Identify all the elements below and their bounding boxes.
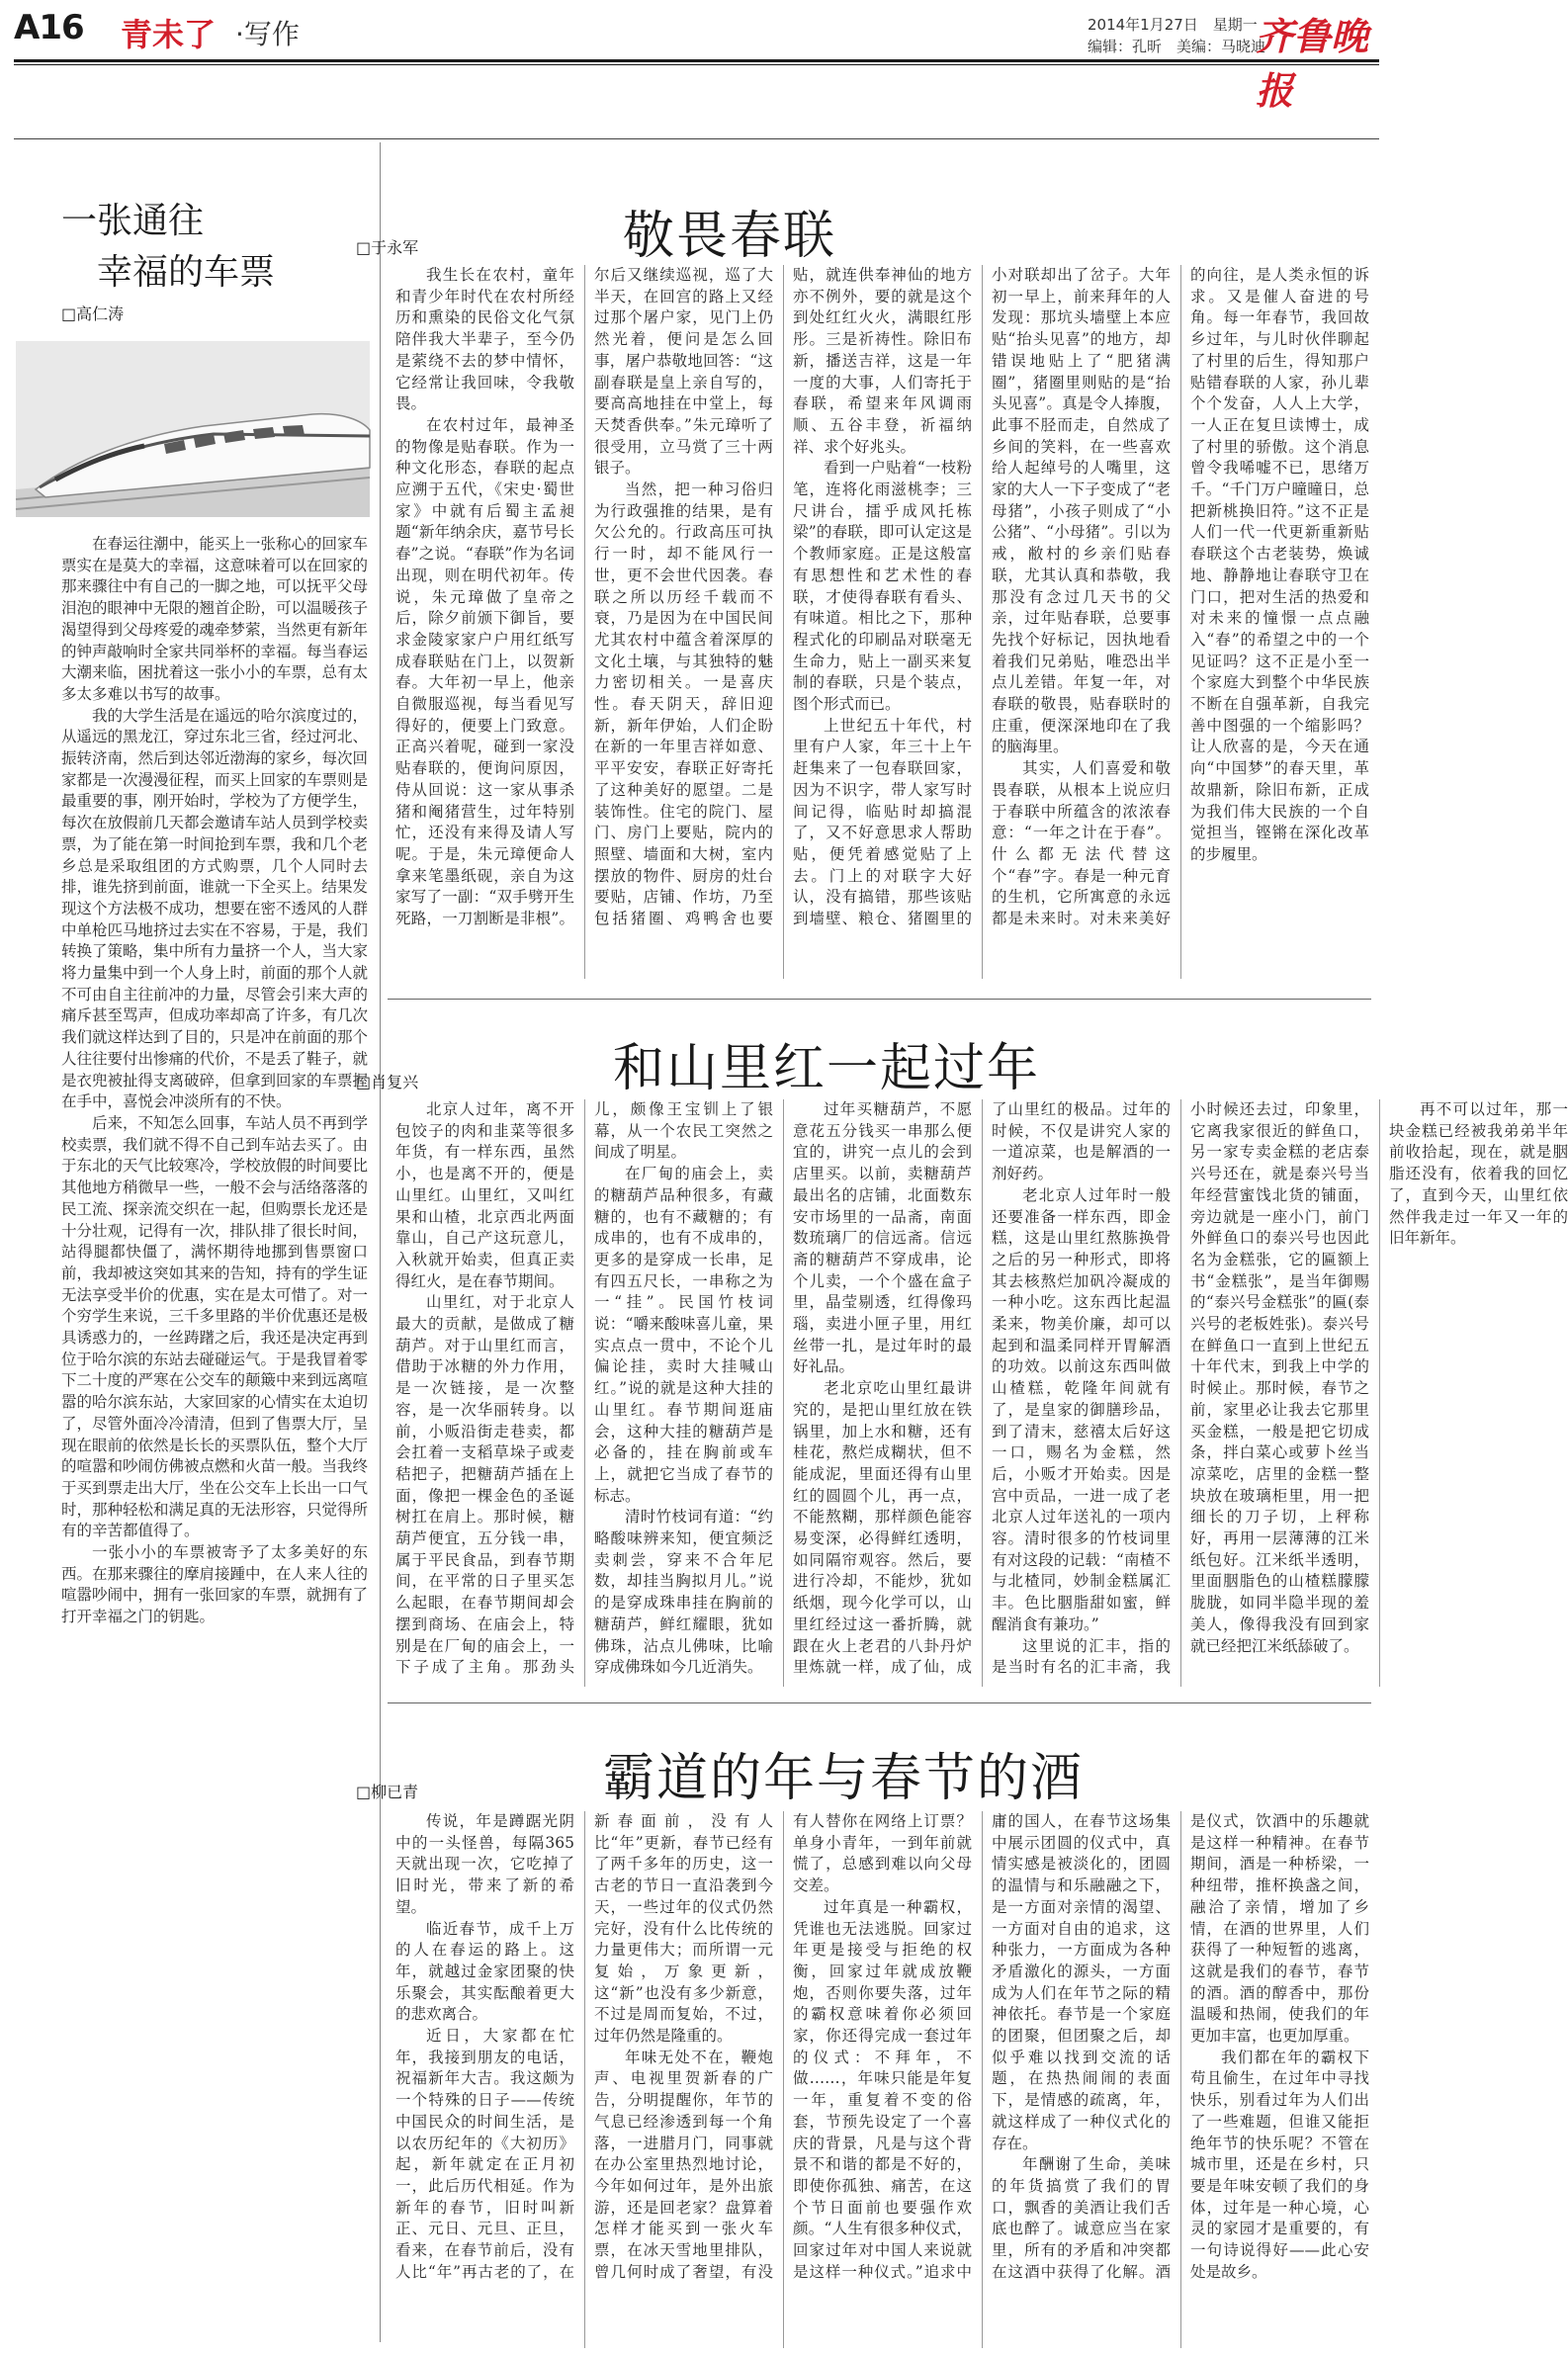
masthead-rule: [14, 59, 1379, 62]
paragraph: 当然，把一种习俗归为行政强推的结果，是有欠公允的。行政高压可执行一时，却不能风行一世，更不会世代因袭。春联之所以历经千载而不衰，乃是因为在中国民间尤其农村中蕴含着深厚的文化土壤，与其独特的魅力密切相关。一是喜庆性。春天阴天，辞旧迎新，新年伊始，人们企盼在新的一年里吉祥如意、平平安安，春联正好寄托了这种美好的愿望。二是装饰性。住宅的院门、屋门、房门上要贴，院内的照壁、墙面和大树，室内摆放的物件、厨房的灶台要贴，店铺、作坊，乃至包括猪圈、鸡鸭舍也要贴，就连供奉神仙的地方亦不例外，要的就是这个到处红红火火，满眼红彤彤。三是祈祷性。除旧布新，播送吉祥，这是一年一度的大事，人们寄托于春联，希望来年风调雨顺、五谷丰登，祈福纳祥、求个好兆头。: [594, 266, 972, 928]
paragraph: 在厂甸的庙会上，卖的糖葫芦品种很多，有藏糖的，也有不藏糖的；有成串的，也有不成串的，更多的是穿成一长串，足有四五尺长，一串称之为一“挂”。民国竹枝词说：“嚼来酸味喜儿童，果实点点一贯中，不论个儿偏论挂，卖时大挂喊山红。”说的就是这种大挂的山里红。春节期间逛庙会，这种大挂的糖葫芦是必备的，挂在胸前或车上，就把它当成了春节的标志。: [594, 1165, 773, 1505]
editors-line: 编辑：孔昕 美编：马晓迪: [1088, 38, 1266, 55]
paragraph: 上世纪五十年代，村里有户人家，年三十上午赶集来了一包春联回家，因为不识字，带人家写时间记得，临贴时却搞混了，又不好意思求人帮助贴，便凭着感觉贴了上去。门上的对联字大好认，没有搞错，那些该贴到墙壁、粮仓、猪圈里的小对联却出了岔子。大年初一早上，前来拜年的人发现：那坑头墙壁上本应贴“抬头见喜”的地方，却错误地贴上了“肥猪满圈”，猪圈里则贴的是“抬头见喜”。真是令人捧腹，此事不胫而走，自然成了乡间的笑料，在一些喜欢给人起绰号的人嘴里，这家的大人一下子变成了“老母猪”，小孩子则成了“小公猪”、“小母猪”。引以为戒，敝村的乡亲们贴春联，尤其认真和恭敬，我那没有念过几天书的父亲，过年贴春联，总要事先找个好标记，因执地看着我们兄弟贴，唯恐出半点儿差错。年复一年，对春联的敬畏，贴春联时的庄重，便深深地印在了我的脑海里。: [793, 266, 1171, 928]
paragraph: 一张小小的车票被寄予了太多美好的东西。在那来骤往的摩肩接踵中，在人来人往的喧嚣吵闹中，拥有一张回家的车票，就拥有了打开幸福之门的钥匙。: [61, 1543, 369, 1626]
paragraph: 北京人过年，离不开包饺子的肉和韭菜等很多年货，有一样东西，虽然小，也是离不开的，便是山里红。山里红，又叫红果和山楂，北京西北两面靠山，自己产这玩意儿，入秋就开始卖，但真正卖得红火，是在春节期间。: [395, 1100, 574, 1290]
paragraph: 过年真是一种霸权，凭谁也无法逃脱。回家过年更是接受与拒绝的权衡，回家过年就成放鞭炮，否则你要失落，过年的霸权意味着你必须回家，你还得完成一套过年的仪式：不拜年，不做……，年味只能是年复一年，重复着不变的俗套，节预先设定了一个喜庆的背景，凡是与这个背景不和谐的都是不好的，即使你孤独、痛苦，在这个节日面前也要强作欢颜。“人生有很多种仪式，回家过年对中国人来说就是这样一种仪式。”追求中庸的国人，在春节这场集中展示团圆的仪式中，真情实感是被淡化的，团圆的温情与和乐融融之下，是一方面对亲情的渴望、一方面对自由的追求，这种张力，一方面成为各种矛盾激化的源头，一方面成为人们在年节之际的精神依托。春节是一个家庭的团聚，但团聚之后，却似乎难以找到交流的话题，在热热闹闹的表面下，是情感的疏离，年，就这样成了一种仪式化的存在。: [793, 1812, 1171, 2281]
article1-byline: □于永军: [356, 238, 419, 257]
paragraph: 后来，不知怎么回事，车站人员不再到学校卖票，我们就不得不自己到车站去买了。由于东北的天气比较寒冷，学校放假的时间要比其他地方稍微早一些，一般不会与活络落落的民工流、探亲流交织在一起，但购票长龙还是十分壮观，记得有一次，排队排了很长时间，站得腿都快僵了，满怀期待地挪到售票窗口前，我却被这突如其来的告知，持有的学生证无法享受半价的优惠，实在是太可惜了。对一个穷学生来说，三千多里路的半价优惠还是极具诱惑力的，一丝踌躇之后，我还是决定再到位于哈尔滨的东站去碰碰运气。于是我冒着零下二十度的严寒在公交车的颠簸中来到远离喧嚣的哈尔滨东站，大家回家的心情实在太迫切了，尽管外面冷冷清清，但到了售票大厅，呈现在眼前的依然是长长的买票队伍，整个大厅的喧嚣和吵闹仿佛被点燃和火苗一般。当我终于买到票走出大厅，坐在公交车上长出一口气时，那种轻松和满足真的无法形容，只觉得所有的辛苦都值得了。: [61, 1113, 369, 1540]
section-name: 青未了: [121, 16, 217, 53]
train-icon: [16, 341, 370, 517]
paragraph: 近日，大家都在忙年，我接到朋友的电话，祝福新年大吉。我这颇为一个特殊的日子——传统中国民众的时间生活，是以农历纪年的《大初历》起，新年就定在正月初一，此后历代相延。作为新年的春节，旧时叫新正、元日、元旦、正旦，看来，在春节前后，没有人比“年”再古老的了，在新春面前，没有人比“年”更新，春节已经有了两千多年的历史，这一古老的节日一直沿袭到今天，一些过年的仪式仍然完好，没有什么比传统的力量更伟大；而所谓一元复始，万象更新，这“新”也没有多少新意，不过是周而复始，不过，过年仍然是隆重的。: [395, 1812, 773, 2281]
article2-body: [395, 1099, 1568, 1687]
masthead-rule-thin: [14, 64, 1379, 65]
left-article-body: [61, 534, 368, 2348]
paragraph: 山里红，对于北京人最大的贡献，是做成了糖葫芦。对于山里红而言，借助于冰糖的外力作用，是一次链接，是一次整容，是一次华丽转身。以前，小贩沿街走巷卖，都会扛着一支稻草垛子或麦秸把子，把糖葫芦插在上面，像把一棵金色的圣诞树扛在肩上。那时候，糖葫芦便宜，五分钱一串，属于平民食品，到春节期间，在平常的日子里买怎么起眼，在春节期间却会摆到商场、在庙会上，特别是在厂甸的庙会上，一下子成了主角。那劲头儿，颇像王宝钏上了银幕，从一个农民工突然之间成了明星。: [395, 1100, 773, 1677]
paragraph: 我们都在年的霸权下苟且偷生，在过年中寻找快乐，别看过年为人们出了一些难题，但谁又能拒绝年节的快乐呢？不管在城市里，还是在乡村，只要是年味安顿了我们的身体，过年是一种心境，心灵的家园才是重要的，有一句诗说得好——此心安处是故乡。: [1190, 2048, 1369, 2281]
article-divider-2: [388, 1702, 1371, 1703]
paragraph: 在农村过年，最神圣的物像是贴春联。作为一种文化形态，春联的起点应溯于五代，《宋史·蜀世家》中就有后蜀主孟昶题“新年纳余庆，嘉节号长春”之说。“春联”作为名词出现，则在明代初年。传说，朱元璋做了皇帝之后，除夕前颁下御旨，要求金陵家家户户用红纸写成春联贴在门上，以贺新春。大年初一早上，他亲自微服巡视，每当看见写得好的，便要上门致意。正高兴着呢，碰到一家没贴春联的，便询问原因，侍从回说：这一家从事杀猪和阉猪营生，过年特别忙，还没有来得及请人写呢。于是，朱元璋便命人拿来笔墨纸砚，亲自为这家写了一副：“双手劈开生死路，一刀割断是非根”。尔后又继续巡视，巡了大半天，在回宫的路上又经过那个屠户家，见门上仍然光着，便问是怎么回事，屠户恭敬地回答：“这副春联是皇上亲自写的，要高高地挂在中堂上，每天焚香供奉。”朱元璋听了很受用，立马赏了三十两银子。: [395, 266, 773, 928]
paragraph: 看到一户贴着“一枝粉笔，连将化雨滋桃李；三尺讲台，擂乎成风托栋梁”的春联，即可认定这是个教师家庭。正是这般富有思想性和艺术性的春联，才使得春联有看头、有味道。相比之下，那种程式化的印刷品对联毫无生命力，贴上一副买来复制的春联，只是个装点，图个形式而已。: [793, 459, 972, 714]
article1-body: [395, 265, 1369, 979]
column-rule-left: [380, 142, 381, 2342]
paragraph: 我的大学生活是在遥远的哈尔滨度过的，从遥远的黑龙江，穿过东北三省，经过河北、振转济南，然后到达邻近渤海的家乡，每次回家都是一次漫漫征程，而买上回家的车票则是最重要的事，刚开始时，学校为了方便学生，每次在放假前几天都会邀请车站人员到学校卖票，为了能在第一时间抢到车票，我和几个老乡总是采取组团的方式购票，几个人同时去排，谁先挤到前面，谁就一下全买上。结果发现这个方法极不成功，想要在密不透风的人群中单枪匹马地挤过去实在不容易，于是，我们转换了策略，集中所有力量挤一个人，当大家将力量集中到一个人身上时，前面的那个人就不可由自主往前冲的力量，尽管会引来大声的痛斥甚至骂声，但成功率却高了许多，有几次我们就这样达到了目的，只是冲在前面的那个人往往要付出惨痛的代价，不是丢了鞋子，就是衣兜被扯得支离破碎，但拿到回家的车票握在手中，喜悦会冲淡所有的不快。: [61, 706, 369, 1111]
newspaper-logo: 齐鲁晚报: [1256, 14, 1369, 113]
article3-title: 霸道的年与春节的酒: [603, 1749, 1085, 1808]
date-line: 2014年1月27日 星期一: [1088, 16, 1258, 34]
article-divider-1: [388, 999, 1371, 1000]
left-title-line2: 幸福的车票: [97, 252, 276, 293]
masthead: [0, 0, 1393, 113]
paragraph: 临近春节，成千上万的人在春运的路上。这年，就越过金家团聚的快乐聚会，其实酝酿着更大的悲欢离合。: [395, 1919, 574, 2024]
paragraph: 老北京吃山里红最讲究的，是把山里红放在铁锅里，加上水和糖，还有桂花，熬烂成糊状，但不能成泥，里面还得有山里红的圆圆个儿，再一点，不能熬糊，那样颜色能容易变深，必得鲜红透明，如同隔帘观容。然后，要进行冷却，不能炒，犹如纸烟，现今化学可以，山里红经过这一番折腾，就跟在火上老君的八卦丹炉里炼就一样，成了仙，成了山里红的极品。过年的时候，不仅是讲究人家的一道凉菜，也是解酒的一剂好药。: [793, 1100, 1171, 1677]
article1-title: 敬畏春联: [623, 207, 837, 266]
paragraph: 老北京人过年时一般还要准备一样东西，即金糕，这是山里红熬胨换骨之后的另一种形式，即将其去核熬烂加矾冷凝成的一种小吃。这东西比起温柔来，物美价廉，却可以起到和温柔同样开胃解酒的功效。以前这东西叫做山楂糕，乾隆年间就有了，是皇家的御膳珍品，到了清末，慈禧太后好这一口，赐名为金糕，然后，小贩才开始卖。因是宫中贡品，一进一成了老北京人过年送礼的一项内容。清时很多的竹枝词里有对这段的记载：“南楂不与北楂同，妙制金糕属汇丰。色比胭脂甜如蜜，鲜醒消食有兼功。”: [992, 1185, 1171, 1633]
article2-text: [395, 1099, 1568, 1687]
paragraph: 过年买糖葫芦，不愿意花五分钱买一串那么便宜的，讲究一点儿的会到店里买。以前，卖糖葫芦最出名的店铺，北面数东安市场里的一品斋，南面数琉璃厂的信远斋。信远斋的糖葫芦不穿成串，论个儿卖，一个个盛在盒子里，晶莹剔透，红得像玛瑙，卖进小匣子里，用红丝带一扎，是过年时的最好礼品。: [793, 1100, 972, 1376]
left-article-title: [61, 196, 275, 299]
paragraph: 清时竹枝词有道：“约略酸味辨来知，便宜频泛卖刺尝，穿来不合年尼数，却挂当胸拟月儿。”说的是穿成珠串挂在胸前的糖葫芦，鲜红耀眼，犹如佛珠，沾点儿佛味，比喻穿成佛珠如今几近消失。: [594, 1508, 773, 1677]
train-photo: [16, 341, 370, 517]
article2-title: 和山里红一起过年: [613, 1039, 1041, 1098]
section-divider: [14, 138, 1379, 139]
paragraph: 我生长在农村，童年和青少年时代在农村所经历和熏染的民俗文化气氛陪伴我大半辈子，至今仍是萦绕不去的梦中情怀，它经常让我回味，令我敬畏。: [395, 266, 574, 413]
paragraph: 再不可以过年，那一块金糕已经被我弟弟半年前收拾起，现在，就是胭脂还没有，依着我的回忆了，直到今天，山里红依然伴我走过一年又一年的旧年新年。: [1389, 1100, 1568, 1248]
paragraph: 这里说的汇丰，指的是当时有名的汇丰斋，我小时候还去过，印象里，它离我家很近的鲜鱼口，另一家专卖金糕的老店泰兴号还在，就是泰兴号当年经营蜜饯北货的铺面，旁边就是一座小门，前门外鲜鱼口的泰兴号也因此名为金糕张，它的匾额上书“金糕张”，是当年御赐的“泰兴号金糕张”的匾(泰兴号的老板姓张)。泰兴号在鲜鱼口一直到上世纪五十年代末，到我上中学的时候止。那时候，春节之前，家里必让我去它那里买金糕，一般是把它切成条，拌白菜心或萝卜丝当凉菜吃，店里的金糕一整块放在玻璃柜里，用一把细长的刀子切，上秤称好，再用一层薄薄的江米纸包好。江米纸半透明，里面胭脂色的山楂糕朦朦胧胧，如同半隐半现的羞美人，像得我没有回到家就已经把江米纸舔破了。: [992, 1100, 1369, 1677]
article1-text: [395, 265, 1369, 930]
paragraph: 年味无处不在，鞭炮声、电视里贺新春的广告，分明提醒你，年节的气息已经渗透到每一个角落，一进腊月门，同事就在办公室里热烈地讨论，今年如何过年，是外出旅游，还是回老家？盘算着怎样才能买到一张火车票，在冰天雪地里排队，曾几何时成了奢望，有没有人替你在网络上订票？单身小青年，一到年前就慌了，总感到难以向父母交差。: [594, 1812, 972, 2281]
paragraph: 传说，年是蹲踞光阴中的一头怪兽，每隔365天就出现一次，它吃掉了旧时光，带来了新的希望。: [395, 1812, 574, 1916]
article3-byline: □柳已青: [356, 1783, 419, 1801]
article2-byline: □肖复兴: [356, 1073, 419, 1091]
article3-body: [395, 1811, 1369, 2348]
paragraph: 年酬谢了生命，美味的年货搞赏了我们的胃口，飘香的美酒让我们舌底也醉了。诚意应当在家里，所有的矛盾和冲突都在这酒中获得了化解。酒是仪式，饮酒中的乐趣就是这样一种精神。在春节期间，酒是一种桥梁，一种纽带，推杯换盏之间，融洽了亲情，增加了乡情，在酒的世界里，人们获得了一种短暂的逃离，这就是我们的春节，春节的酒。酒的醇香中，那份温暖和热闹，使我们的年更加丰富，也更加厚重。: [992, 1812, 1369, 2281]
paragraph: 其实，人们喜爱和敬畏春联，从根本上说应归于春联中所蕴含的浓浓春意：“一年之计在于春”。什么都无法代替这个“春”字。春是一种元育的生机，它所寓意的永远都是未来时。对未来美好的向往，是人类永恒的诉求。又是催人奋进的号角。每一年春节，我回故乡过年，与儿时伙伴聊起了村里的后生，得知那户贴错春联的人家，孙儿辈个个发奋，人人上大学，一人正在复旦读博士，成了村里的骄傲。这个消息曾令我唏嘘不已，思绪万千。“千门万户曈曈日，总把新桃换旧符。”这不正是人们一代一代更新重新贴春联这个古老装势，焕诚地、静静地让春联守卫在门口，把对生活的热爱和对未来的憧憬一点点融入“春”的希望之中的一个见证吗？这不正是小至一个家庭大到整个中华民族不断在自强革新，自我完善中图强的一个缩影吗？让人欣喜的是，今天在通向“中国梦”的春天里，革故鼎新，除旧布新，正成为我们伟大民族的一个自觉担当，铿锵在深化改革的步履里。: [992, 266, 1369, 928]
left-article-byline: □高仁涛: [61, 305, 125, 323]
left-title-line1: 一张通往: [61, 201, 205, 241]
paragraph: 在春运往潮中，能买上一张称心的回家车票实在是莫大的幸福，这意味着可以在回家的那来骤往中有自己的一脚之地，可以抚平父母泪泡的眼神中无限的翘首企盼，可以温暖孩子渴望得到父母疼爱的魂牵梦萦，当然更有新年的钟声敲响时全家共同举杯的幸福。每当春运大潮来临，困扰着这一张小小的车票，总有太多太多难以书写的故事。: [61, 535, 369, 703]
section-subtitle: ·写作: [235, 18, 300, 50]
article3-text: [395, 1811, 1369, 2283]
page-number: A16: [14, 8, 84, 47]
